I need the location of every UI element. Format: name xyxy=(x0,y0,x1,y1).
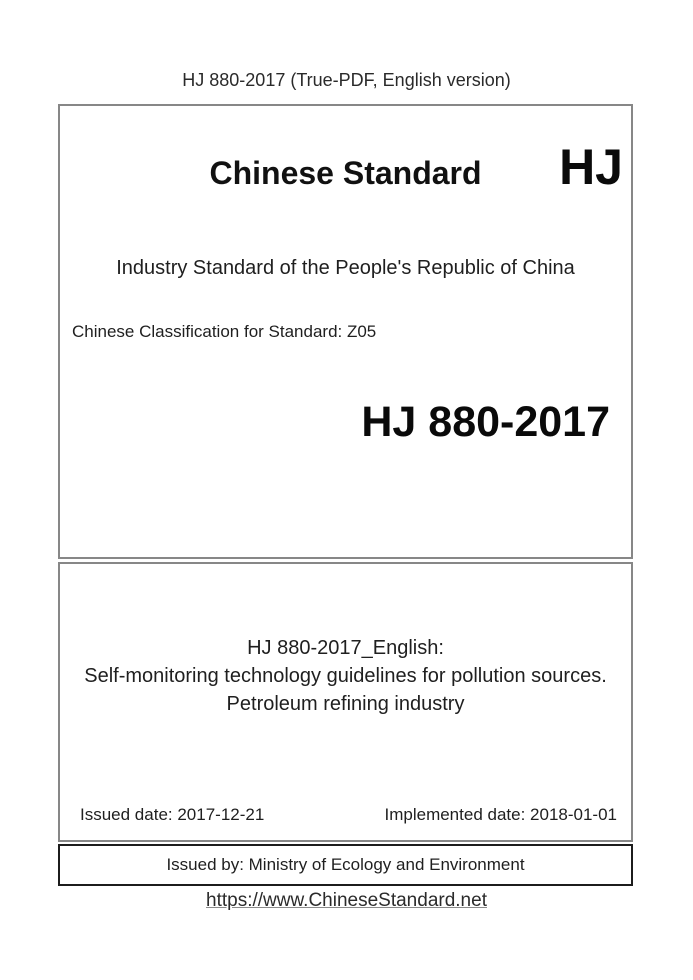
issuer-text: Issued by: Ministry of Ecology and Environment xyxy=(166,854,525,874)
footer-link[interactable]: https://www.ChineseStandard.net xyxy=(206,890,487,911)
classification-code: Chinese Classification for Standard: Z05 xyxy=(72,322,377,341)
footer xyxy=(0,890,693,912)
issued-date: Issued date: 2017-12-21 xyxy=(80,805,265,824)
dates-row xyxy=(80,805,617,825)
hj-logo: HJ xyxy=(559,139,623,195)
standard-number: HJ 880-2017 xyxy=(361,398,610,446)
page-header: HJ 880-2017 (True-PDF, English version) xyxy=(182,70,511,90)
brand-title: Chinese Standard xyxy=(209,155,482,191)
title-box xyxy=(58,562,633,842)
cover-subtitle: Industry Standard of the People's Republic of China xyxy=(116,257,575,279)
english-title-line1: HJ 880-2017_English: xyxy=(247,637,444,659)
cover-box xyxy=(58,104,633,559)
english-title-line2: Self-monitoring technology guidelines for pollution sources. xyxy=(84,665,607,687)
english-title xyxy=(60,634,631,718)
english-title-line3: Petroleum refining industry xyxy=(226,693,465,715)
implemented-date: Implemented date: 2018-01-01 xyxy=(384,805,617,824)
issuer-box xyxy=(58,844,633,886)
